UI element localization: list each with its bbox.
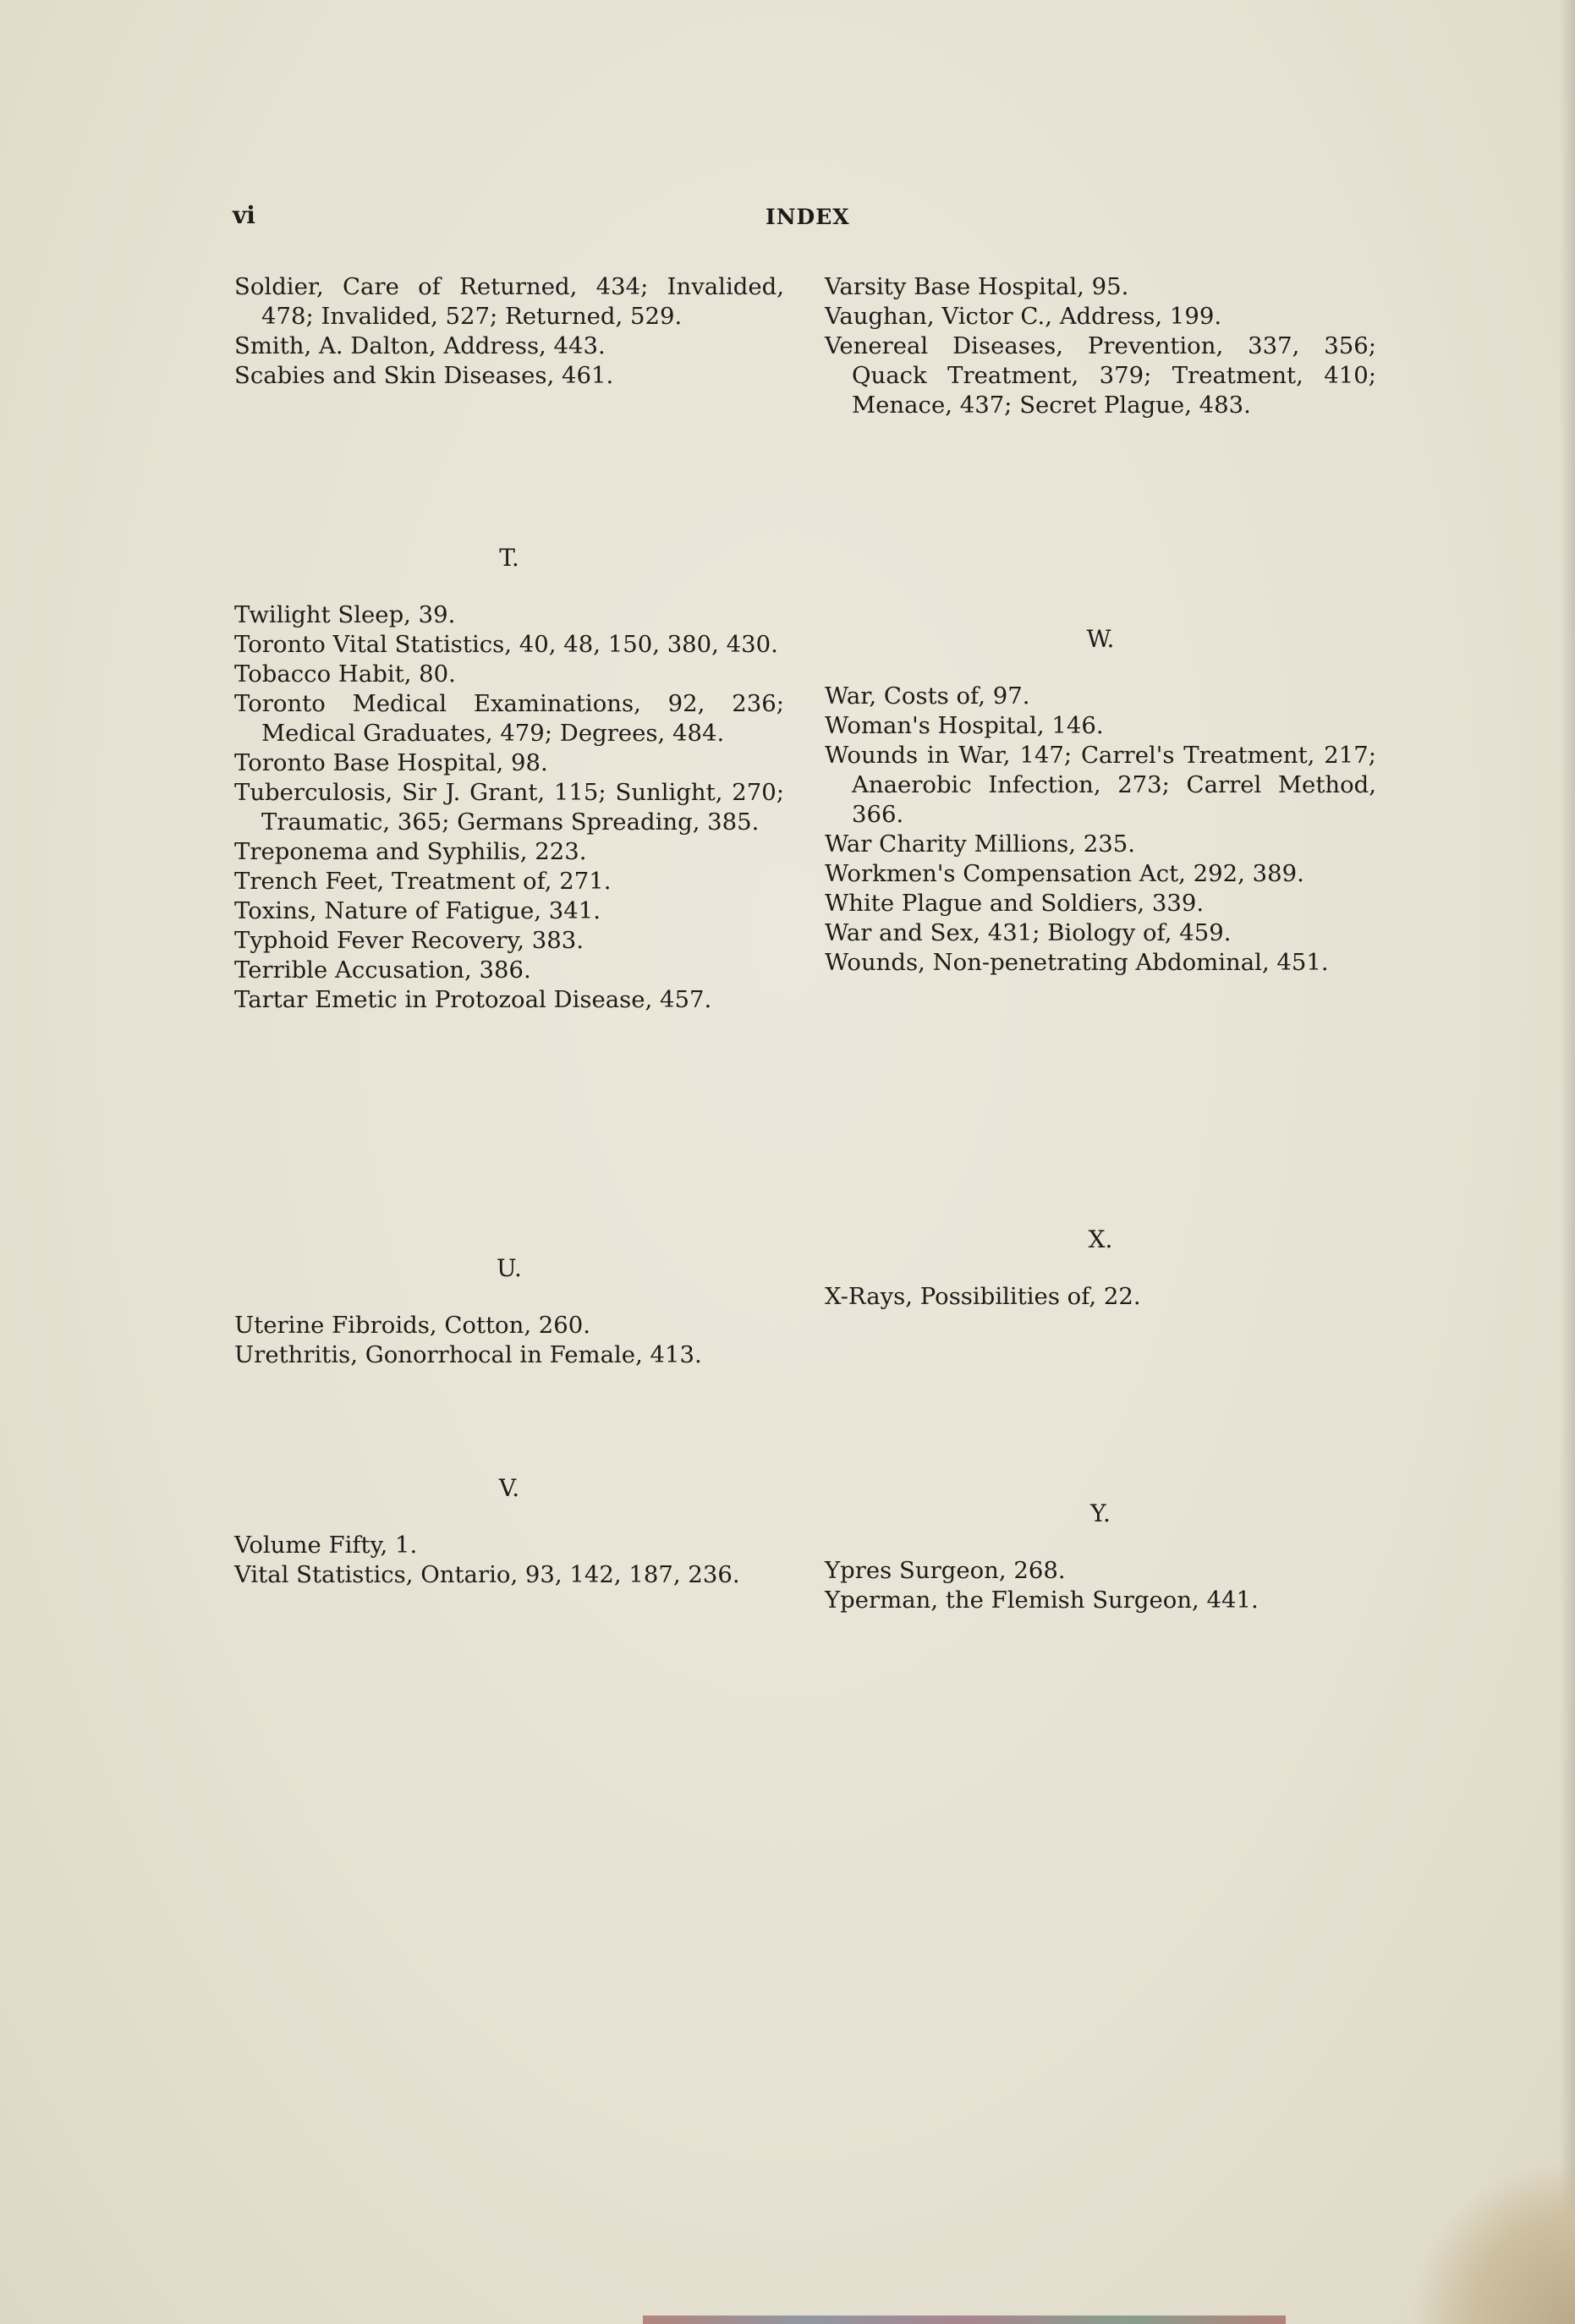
page-edge-shadow	[1560, 0, 1575, 2324]
section-w	[825, 624, 1376, 978]
index-entry: Treponema and Syphilis, 223.	[234, 838, 587, 865]
index-entry: Toxins, Nature of Fatigue, 341.	[234, 897, 601, 924]
index-entry: Vaughan, Victor C., Address, 199.	[825, 303, 1222, 330]
index-entry: Tartar Emetic in Protozoal Disease, 457.	[234, 986, 712, 1013]
section-x	[825, 1225, 1376, 1312]
section-v	[234, 1473, 784, 1590]
index-entry: Yperman, the Flemish Surgeon, 441.	[825, 1587, 1259, 1614]
index-entry: Uterine Fibroids, Cotton, 260.	[234, 1312, 591, 1339]
index-entry: Woman's Hospital, 146.	[825, 712, 1104, 739]
index-entry: Toronto Base Hospital, 98.	[234, 749, 548, 776]
index-entry: War, Costs of, 97.	[825, 682, 1030, 710]
page-number: vi	[233, 201, 255, 229]
section-v-continued	[825, 272, 1376, 420]
index-entry: Terrible Accusation, 386.	[234, 956, 531, 984]
index-entry: Volume Fifty, 1.	[234, 1532, 418, 1559]
index-entry: Urethritis, Gonorrhocal in Female, 413.	[234, 1341, 702, 1368]
index-entry: Venereal Diseases, Prevention, 337, 356; Quack Treatment, 379; Treatment, 410; Menace, 437; Secret Plague, 483.	[825, 332, 1376, 419]
index-entry: Scabies and Skin Diseases, 461.	[234, 362, 614, 389]
binding-strip	[643, 2316, 1286, 2324]
worn-corner	[1414, 2163, 1575, 2324]
index-entry: Varsity Base Hospital, 95.	[825, 273, 1129, 300]
index-entry: Workmen's Compensation Act, 292, 389.	[825, 860, 1304, 887]
index-entry: Vital Statistics, Ontario, 93, 142, 187, 236.	[234, 1561, 740, 1588]
index-entry: Smith, A. Dalton, Address, 443.	[234, 332, 606, 359]
section-letter-x: X.	[1088, 1225, 1113, 1253]
running-head	[233, 201, 1375, 235]
section-letter-t: T.	[499, 544, 519, 572]
index-entry: Typhoid Fever Recovery, 383.	[234, 927, 584, 954]
index-entry: Tuberculosis, Sir J. Grant, 115; Sunlight, 270; Traumatic, 365; Germans Spreading, 385.	[234, 779, 784, 836]
index-entry: Trench Feet, Treatment of, 271.	[234, 868, 612, 895]
section-s-continued	[234, 272, 784, 391]
index-entry: War Charity Millions, 235.	[825, 830, 1136, 858]
section-y	[825, 1499, 1376, 1615]
index-entry: Twilight Sleep, 39.	[234, 601, 456, 628]
index-entry: White Plague and Soldiers, 339.	[825, 890, 1205, 917]
index-entry: X-Rays, Possibilities of, 22.	[825, 1283, 1141, 1310]
section-t	[234, 543, 784, 1015]
section-u	[234, 1253, 784, 1370]
index-entry: War and Sex, 431; Biology of, 459.	[825, 919, 1232, 946]
index-entry: Toronto Medical Examinations, 92, 236; Medical Graduates, 479; Degrees, 484.	[234, 690, 784, 747]
index-entry: Ypres Surgeon, 268.	[825, 1557, 1066, 1584]
page-title: INDEX	[766, 205, 850, 229]
section-letter-y: Y.	[1090, 1499, 1111, 1527]
index-entry: Wounds, Non-penetrating Abdominal, 451.	[825, 949, 1329, 976]
index-entry: Tobacco Habit, 80.	[234, 660, 456, 688]
index-entry: Wounds in War, 147; Carrel's Treatment, 217; Anaerobic Infection, 273; Carrel Method, 366.	[825, 742, 1376, 828]
index-entry: Soldier, Care of Returned, 434; Invalided, 478; Invalided, 527; Returned, 529.	[234, 273, 784, 330]
section-letter-w: W.	[1086, 625, 1115, 653]
section-letter-u: U.	[497, 1254, 522, 1282]
section-letter-v: V.	[498, 1474, 520, 1502]
index-entry: Toronto Vital Statistics, 40, 48, 150, 380, 430.	[234, 631, 778, 658]
